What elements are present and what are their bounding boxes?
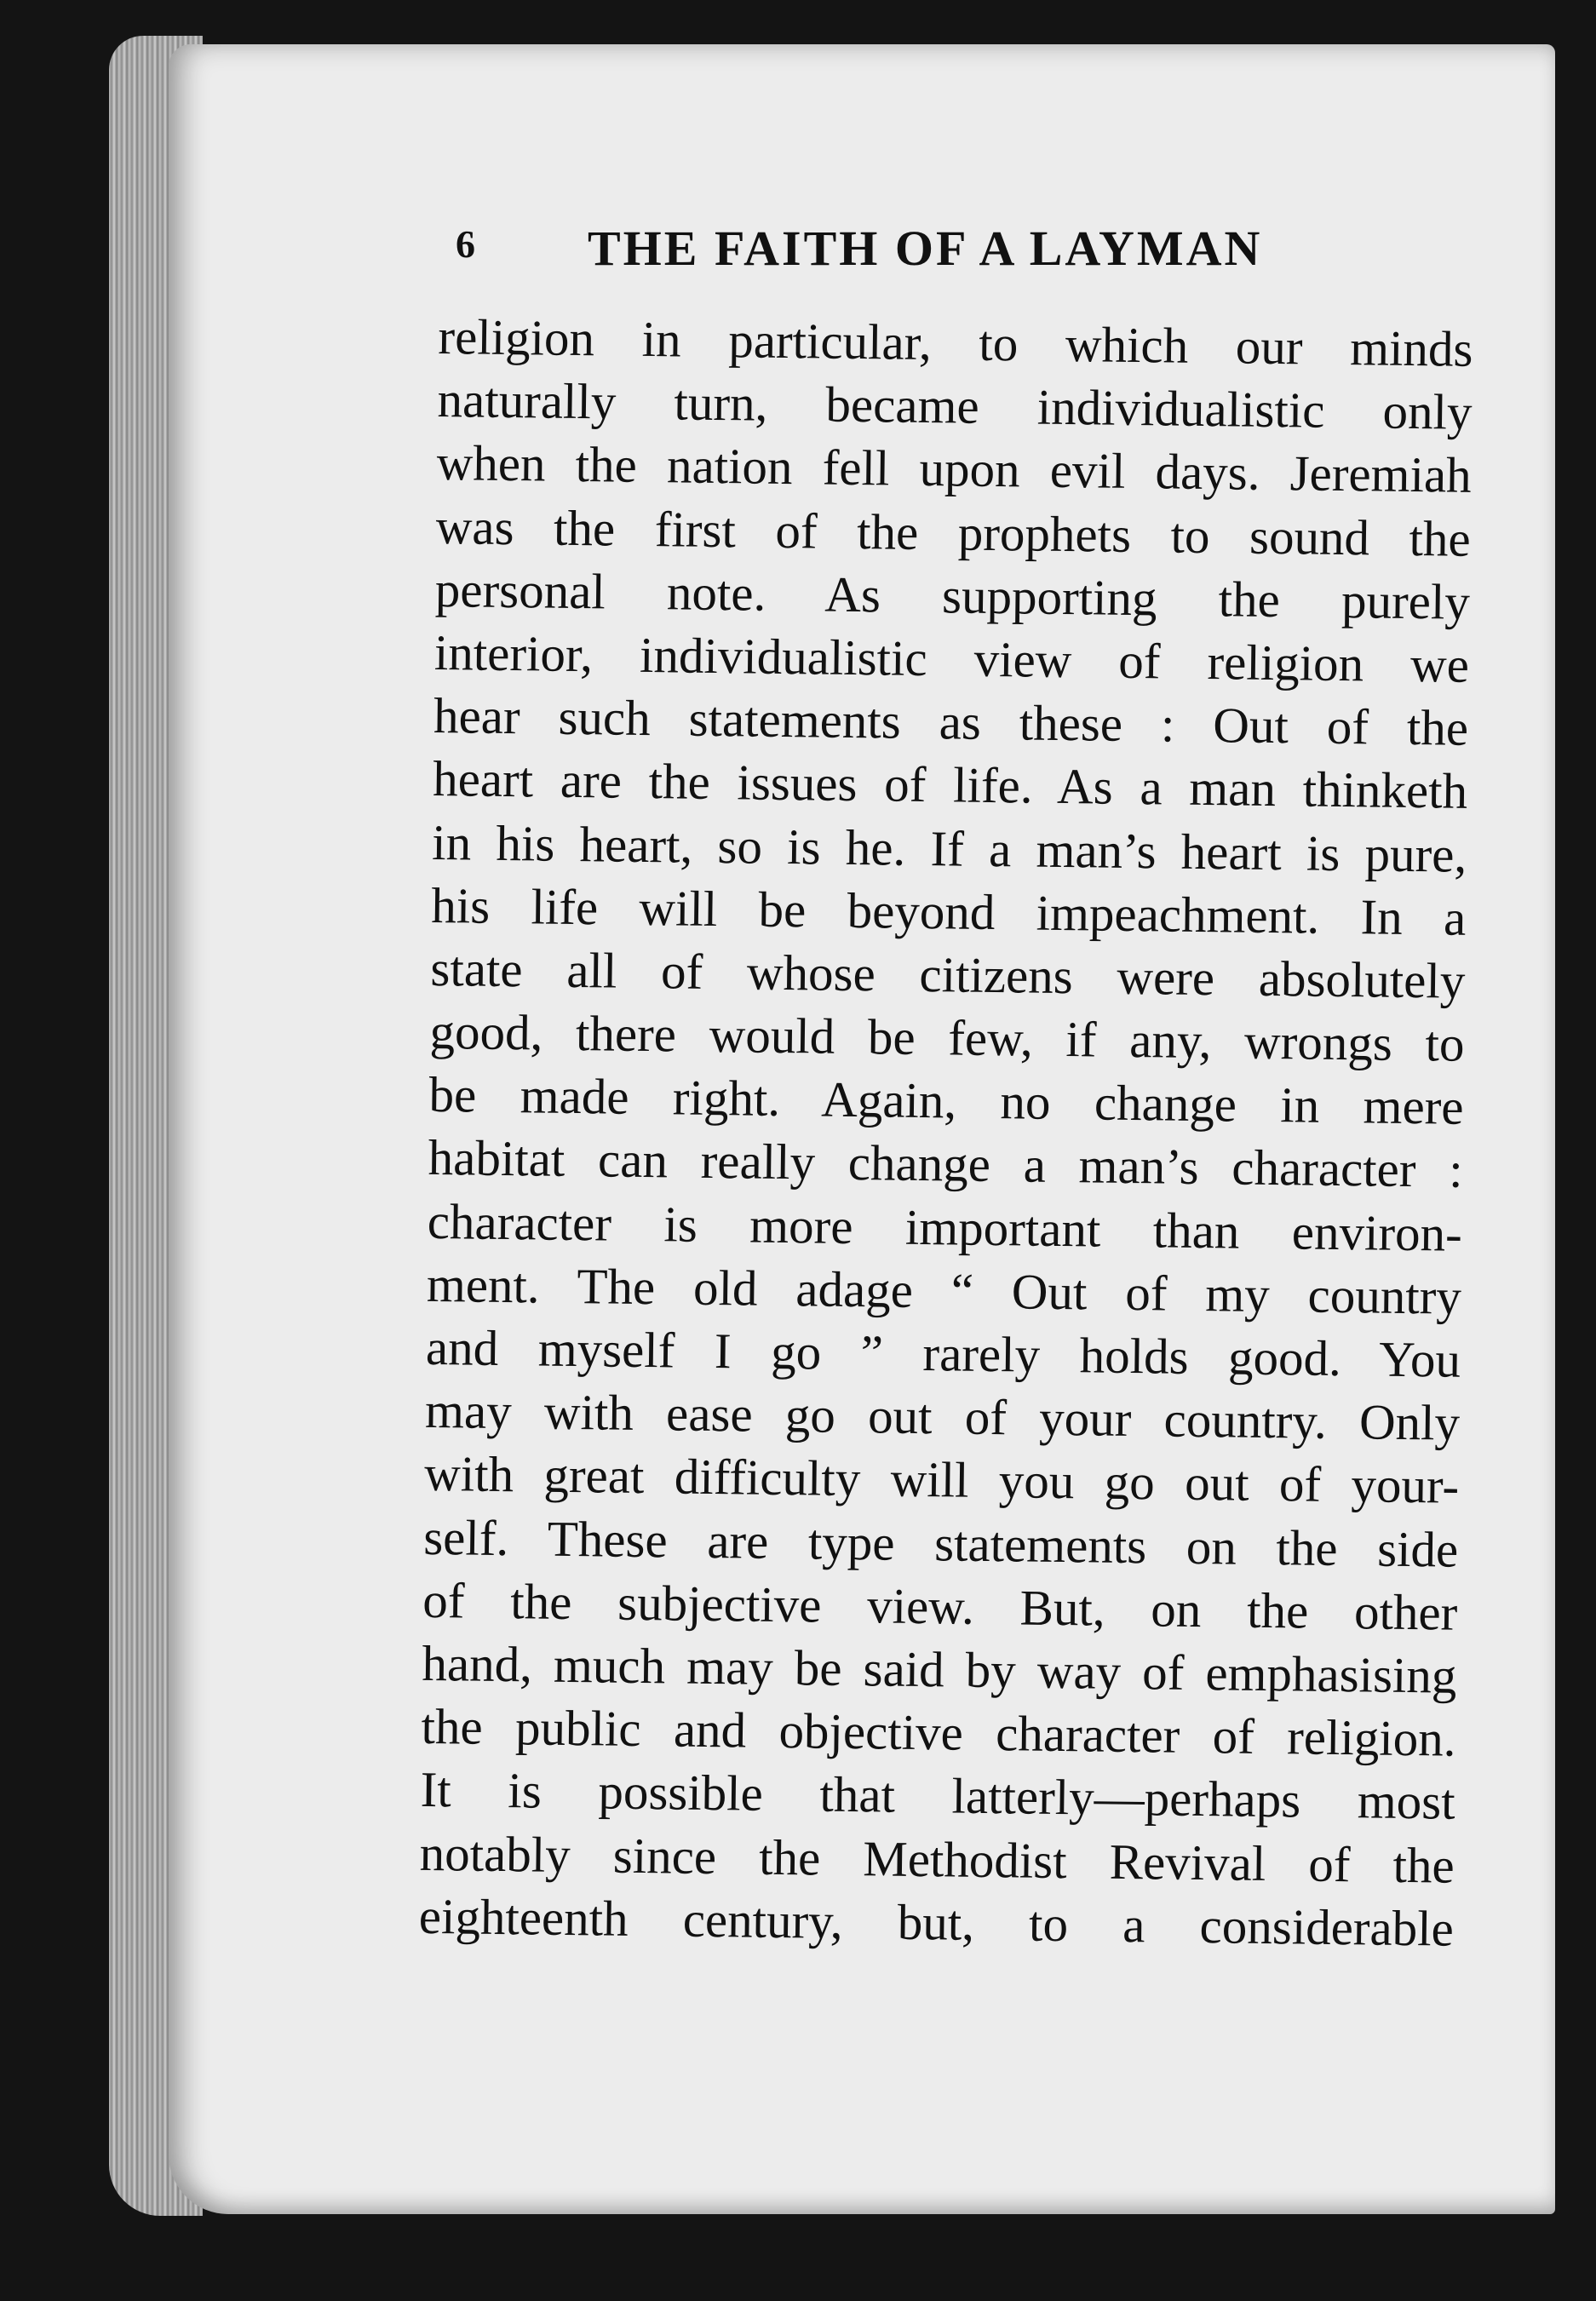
- text-line: eighteenth century, but, to a considerable: [418, 1887, 1455, 1957]
- text-line: habitat can really change a man’s character :: [428, 1129, 1464, 1199]
- text-line: was the first of the prophets to sound the: [435, 497, 1472, 567]
- text-line: hand, much may be said by way of emphasising: [422, 1634, 1457, 1704]
- page-number: 6: [456, 222, 475, 266]
- text-line: state all of whose citizens were absolutely: [430, 939, 1466, 1009]
- text-line: character is more important than environ-: [427, 1192, 1463, 1262]
- text-line: heart are the issues of life. As a man thinketh: [432, 750, 1468, 820]
- text-line: naturally turn, became individualistic only: [437, 371, 1473, 441]
- text-line: good, there would be few, if any, wrongs to: [429, 1003, 1465, 1072]
- text-line: may with ease go out of your country. Only: [424, 1382, 1461, 1451]
- running-title: THE FAITH OF A LAYMAN: [588, 221, 1263, 276]
- text-line: and myself I go ” rarely holds good. You: [425, 1318, 1461, 1388]
- text-line: self. These are type statements on the side: [422, 1508, 1459, 1578]
- text-line: hear such statements as these : Out of the: [433, 687, 1469, 756]
- text-line: when the nation fell upon evil days. Jeremiah: [436, 434, 1473, 504]
- text-line: his life will be beyond impeachment. In a: [430, 876, 1467, 946]
- text-line: ment. The old adage “ Out of my country: [426, 1255, 1462, 1325]
- body-text: [418, 305, 1473, 1960]
- text-line: in his heart, so is he. If a man’s heart is pure,: [431, 813, 1467, 883]
- text-line: notably since the Methodist Revival of the: [419, 1824, 1455, 1894]
- text-line: with great difficulty will you go out of your-: [423, 1445, 1460, 1515]
- text-line: be made right. Again, no change in mere: [428, 1066, 1464, 1136]
- text-line: religion in particular, to which our minds: [438, 307, 1473, 377]
- page-header: [456, 220, 1341, 288]
- text-line: It is possible that latterly—perhaps most: [420, 1761, 1456, 1831]
- text-line: personal note. As supporting the purely: [434, 560, 1471, 630]
- text-line: the public and objective character of religion.: [421, 1698, 1456, 1767]
- text-line: interior, individualistic view of religion we: [433, 623, 1470, 693]
- text-line: of the subjective view. But, on the other: [422, 1571, 1458, 1641]
